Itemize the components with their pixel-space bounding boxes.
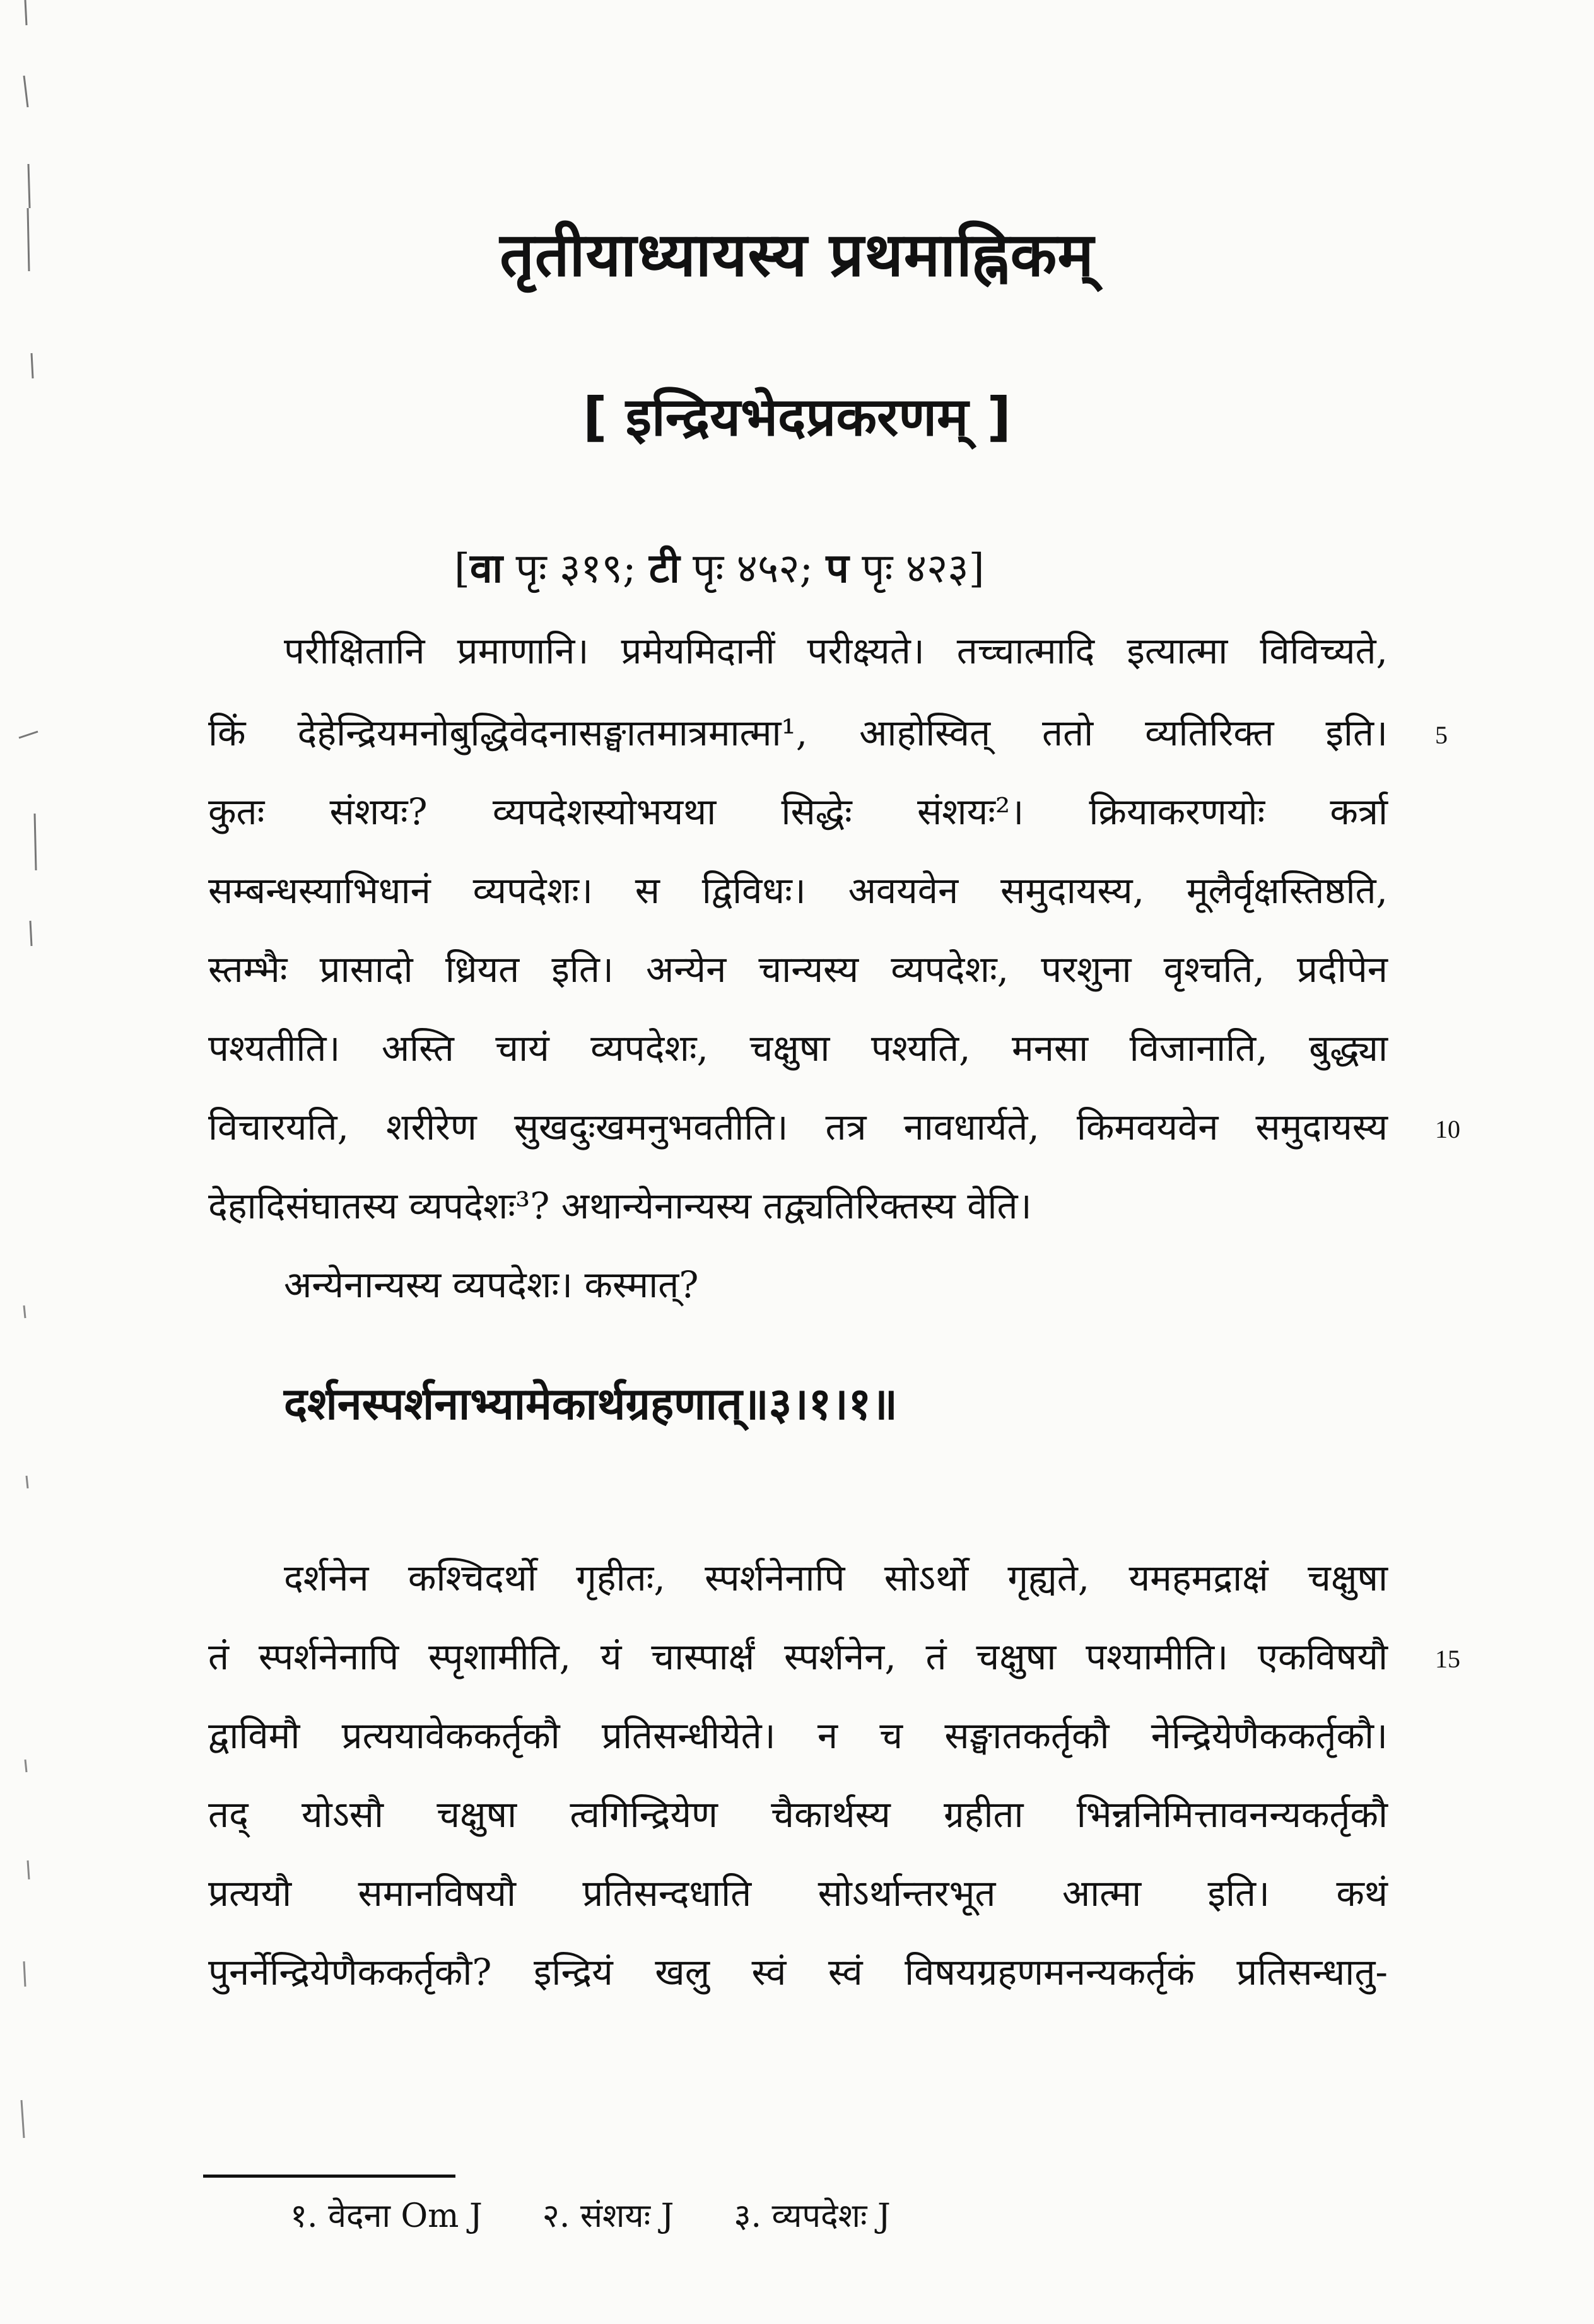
page-reference xyxy=(454,539,1337,594)
ref-open: [ xyxy=(454,546,470,592)
commentary-line: पुनर्नेन्द्रियेणैककर्तृकौ? इन्द्रियं खलु स्वं स्वं विषयग्रहणमनन्यकर्तृकं प्रतिसन्धातु- xyxy=(208,1951,1388,1994)
ref-ti-label: टी xyxy=(648,546,680,592)
footnote: २. संशयः J xyxy=(542,2197,674,2235)
line-number: 10 xyxy=(1435,1115,1460,1143)
body-line: सम्बन्धस्याभिधानं व्यपदेशः। स द्विविधः। अवयवेन समुदायस्य, मूलैर्वृक्षस्तिष्ठति, xyxy=(208,869,1388,912)
ref-pa-page: पृः ४२३] xyxy=(848,546,985,592)
scan-margin-marks xyxy=(0,0,50,2324)
commentary-line: दर्शनेन कश्चिदर्थो गृहीतः, स्पर्शनेनापि सोऽर्थो गृह्यते, यमहमद्राक्षं चक्षुषा xyxy=(284,1556,1388,1599)
commentary-line: प्रत्ययौ समानविषयौ प्रतिसन्दधाति सोऽर्थान्तरभूत आत्मा इति। कथं xyxy=(208,1872,1388,1915)
body-line: पश्यतीति। अस्ति चायं व्यपदेशः, चक्षुषा पश्यति, मनसा विजानाति, बुद्ध्या xyxy=(208,1027,1388,1070)
body-line: किं देहेन्द्रियमनोबुद्धिवेदनासङ्घातमात्रमात्मा¹, आहोस्वित् ततो व्यतिरिक्त इति। xyxy=(208,711,1388,754)
ref-va-label: वा xyxy=(469,546,503,592)
body-line: अन्येनान्यस्य व्यपदेशः। कस्मात्? xyxy=(284,1263,699,1306)
body-line: देहादिसंघातस्य व्यपदेशः³? अथान्येनान्यस्य तद्व्यतिरिक्तस्य वेति। xyxy=(208,1184,1032,1227)
commentary-line: तद् योऽसौ चक्षुषा त्वगिन्द्रियेण चैकार्थस्य ग्रहीता भिन्ननिमित्तावनन्यकर्तृकौ xyxy=(208,1793,1388,1836)
footnote-separator xyxy=(203,2175,455,2178)
body-line: विचारयति, शरीरेण सुखदुःखमनुभवतीति। तत्र नावधार्यते, किमवयवेन समुदायस्य xyxy=(208,1106,1388,1148)
footnotes xyxy=(290,2192,951,2237)
commentary-line: द्वाविमौ प्रत्ययावेककर्तृकौ प्रतिसन्धीयेते। न च सङ्घातकर्तृकौ नेन्द्रियेणैककर्तृकौ। xyxy=(208,1714,1388,1757)
footnote: ३. व्यपदेशः J xyxy=(734,2197,891,2235)
body-line: स्तम्भैः प्रासादो ध्रियत इति। अन्येन चान्यस्य व्यपदेशः, परशुना वृश्चति, प्रदीपेन xyxy=(208,948,1388,991)
ref-ti-page: पृः ४५२; xyxy=(679,546,826,592)
ref-pa-label: प xyxy=(826,546,849,592)
footnote: १. वेदना Om J xyxy=(290,2197,483,2235)
line-number: 5 xyxy=(1435,721,1448,749)
chapter-title: तृतीयाध्यायस्य प्रथमाह्निकम् xyxy=(500,219,1094,290)
commentary-line: तं स्पर्शनेनापि स्पृशामीति, यं चास्पार्क्षं स्पर्शनेन, तं चक्षुषा पश्यामीति। एकविषयौ xyxy=(208,1635,1388,1678)
ref-va-page: पृः ३१९; xyxy=(503,546,649,592)
body-line: कुतः संशयः? व्यपदेशस्योभयथा सिद्धेः संशयः²। क्रियाकरणयोः कर्त्रा xyxy=(208,790,1388,833)
section-heading: [ इन्द्रियभेदप्रकरणम् ] xyxy=(583,386,1011,448)
line-number: 15 xyxy=(1435,1645,1460,1673)
body-line: परीक्षितानि प्रमाणानि। प्रमेयमिदानीं परीक्ष्यते। तच्चात्मादि इत्यात्मा विविच्यते, xyxy=(284,629,1388,672)
sutra-verse: दर्शनस्पर्शनाभ्यामेकार्थग्रहणात्॥३।१।१॥ xyxy=(284,1378,898,1430)
